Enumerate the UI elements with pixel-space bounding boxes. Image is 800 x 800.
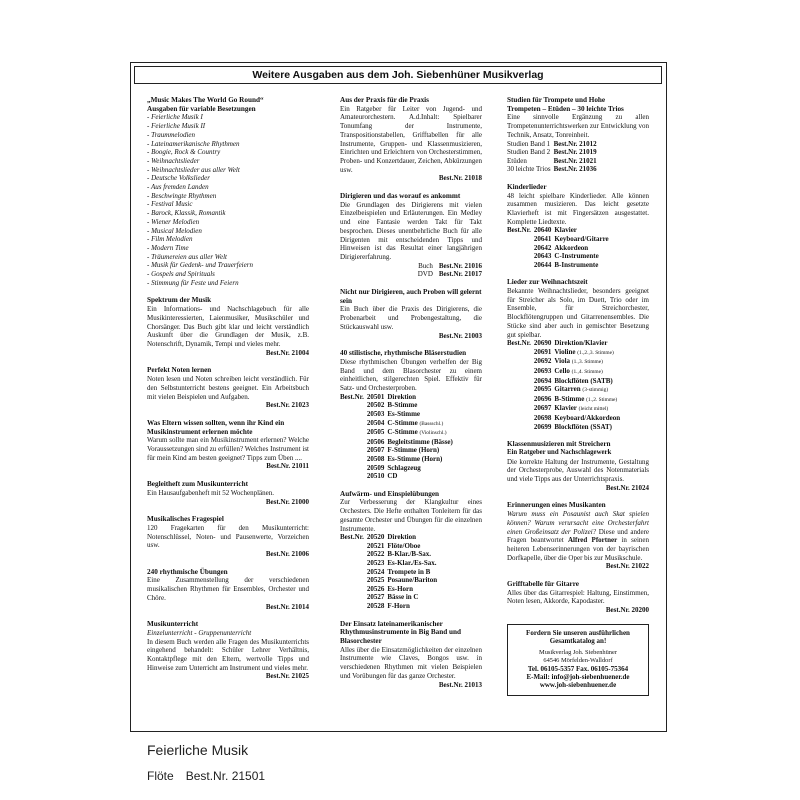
- part-number: 20523: [366, 559, 385, 568]
- table-head: Best.Nr.: [507, 339, 531, 348]
- table-head: Best.Nr.: [507, 226, 531, 235]
- section-text: Ein Informations- und Nachschlagebuch für alle Musikinteressierten, Laienmusiker, Musikschüler und Chorsänger. Das Buch gibt klar und leicht verständlich Auskunft über die Grundlagen der Musik, z.B. Notenschrift, Dynamik, Tempi und vieles mehr.: [147, 305, 309, 348]
- order-number: Best.Nr. 21019: [553, 148, 597, 157]
- section-title: Lieder zur Weihnachtszeit: [507, 278, 588, 287]
- section-title: Perfekt Noten lernen: [147, 366, 212, 375]
- part-name: Klavier: [554, 226, 577, 235]
- table-row: [340, 455, 456, 464]
- order-table: [507, 140, 600, 174]
- parts-table: [340, 533, 440, 610]
- table-row: [507, 148, 600, 157]
- section-subtitle: Einzelunterricht - Gruppenunterricht: [147, 628, 252, 637]
- section-title: Kinderlieder: [507, 182, 547, 191]
- section-klassenmusizieren: [507, 440, 649, 492]
- section-text: Die korrekte Haltung der Instrumente, Gestaltung der Orchesterprobe, Auswahl des Notenmaterials und viele Tipps aus der Unterrichtspraxis.: [507, 457, 649, 484]
- part-name: Gitarren: [554, 385, 581, 394]
- publisher-address: 64546 Mörfelden-Walldorf: [543, 656, 613, 664]
- part-name: Blockflöten (SATB): [554, 376, 613, 385]
- order-label: Studien Band 1: [507, 139, 551, 148]
- section-title: 240 rhythmische Übungen: [147, 567, 228, 576]
- list-item: - Feierliche Musik II: [147, 122, 206, 131]
- section-subtitle: Ein Ratgeber und Nachschlagewerk: [507, 448, 612, 456]
- table-row: [340, 559, 440, 568]
- section-title: Klassenmusizieren mit Streichern: [507, 440, 611, 449]
- part-number: 20503: [366, 409, 385, 418]
- order-number: Best.Nr. 21011: [266, 462, 309, 471]
- publisher-name: Musikverlag Joh. Siebenhüner: [539, 648, 617, 656]
- catalog-title: Gesamtkatalog an!: [549, 636, 607, 645]
- list-item: - Musik für Gedenk- und Trauerfeiern: [147, 261, 253, 270]
- section-text: Warum sollte man ein Musikinstrument erlernen? Welche Voraussetzungen sind zu erfüllen? Welches Instrument ist für mein Kind am besten geeignet? Tipps zum Üben ....: [147, 436, 309, 462]
- list-item: - Festival Music: [147, 200, 193, 209]
- part-note: (leicht mittel): [578, 406, 609, 413]
- section-musikunterricht: [147, 620, 309, 681]
- part-number: 20644: [533, 260, 552, 269]
- section-text: Diese rhythmischen Übungen verhelfen der Big Band und dem Blasorchester zu einem einheitlichen, stilgerechten Spiel. Effektiv für Satz- und Orchesterproben.: [340, 357, 482, 393]
- section-spektrum: [147, 296, 309, 357]
- series-list: [147, 113, 309, 287]
- table-row: [507, 414, 623, 423]
- order-number: Best.Nr. 21023: [265, 401, 309, 410]
- section-text: Alles über die Einsatzmöglichkeiten der einzelnen Instrumente wie Claves, Bongos usw. in verschiedenen Rhythmen mit vielen Beispielen und Vorübungen für das ganze Orchester.: [340, 645, 482, 680]
- order-number: Best.Nr. 20200: [605, 606, 649, 615]
- table-row: [340, 401, 456, 410]
- part-number: 20640: [533, 226, 552, 235]
- table-row: [507, 165, 600, 174]
- part-name: Direktion: [387, 392, 417, 401]
- part-name: Es-Horn: [387, 584, 414, 593]
- catalog-title: Fordern Sie unseren ausführlichen: [526, 628, 630, 637]
- product-order-number: Best.Nr. 21501: [185, 769, 266, 783]
- table-row: [340, 410, 456, 419]
- section-title: Studien für Trompete und Hohe: [507, 96, 606, 104]
- list-item: - Weihnachtslieder: [147, 156, 200, 165]
- section-title: Musikunterricht: [147, 620, 199, 629]
- table-row: [340, 533, 440, 542]
- table-row: [507, 244, 612, 253]
- section-title: Erinnerungen eines Musikanten: [507, 501, 606, 510]
- catalog-request-box: [507, 624, 649, 696]
- part-note: (1.,4. Stimme): [571, 369, 603, 376]
- part-name: Es-Stimme: [387, 409, 421, 418]
- part-note: (1.,2.,3. Stimme): [577, 349, 614, 356]
- part-number: 20696: [533, 394, 552, 403]
- table-row: [507, 357, 623, 367]
- table-row: [507, 377, 623, 386]
- section-italic-text: Warum muss ein Posaunist auch Skat spielen können? Warum verursacht eine Orchesterfahrt einen Großeinsatz der Polizei?: [507, 510, 649, 536]
- part-name: Blockflöten (SSAT): [554, 422, 612, 431]
- part-note: (Bassschl.): [419, 420, 444, 427]
- part-number: 20693: [533, 367, 552, 376]
- part-number: 20699: [533, 422, 552, 431]
- part-number: 20692: [533, 357, 552, 366]
- author-name: Alfred Pfortner: [567, 536, 618, 545]
- table-row: [340, 576, 440, 585]
- list-item: - Boogie, Rock & Country: [147, 148, 221, 157]
- part-name: F-Horn: [387, 602, 410, 610]
- order-row: [340, 262, 482, 271]
- section-aufwaerm: [340, 490, 482, 611]
- part-name: Bässe in C: [387, 593, 419, 602]
- section-text: Ein Ratgeber für Leiter von Jugend- und Amateurorchestern. A.d.Inhalt: Spielbarer Tonumfang der Instrumente, Transpositionstabellen, Grifftabellen für alle Instrumente, Gruppen- und Klassenmusizieren, Einrichten und Erleichtern von Orchesterstimmen, Proben- und Konzertdauer, Zeichen, Abkürzungen usw.: [340, 104, 482, 174]
- list-item: - Feierliche Musik I: [147, 113, 203, 122]
- part-name: Es-Stimme (Horn): [387, 454, 443, 463]
- list-item: - Beschwingte Rhythmen: [147, 191, 217, 200]
- part-number: 20507: [366, 446, 385, 455]
- order-number: Best.Nr. 21022: [605, 562, 649, 571]
- section-title: Dirigieren und das worauf es ankommt: [340, 192, 461, 201]
- section-rhythmische-uebungen: [147, 568, 309, 612]
- product-instrument: Flöte: [147, 769, 174, 783]
- part-number: 20506: [366, 437, 385, 446]
- part-number: 20525: [366, 576, 385, 585]
- part-name: Direktion/Klavier: [554, 339, 608, 348]
- section-text: 48 leicht spielbare Kinderlieder. Alle können zusammen musizieren. Das leicht gesetzte Klavierheft ist mit Fingersätzen ausgestattet. Komplette Liedtexte.: [507, 191, 649, 226]
- table-row: [340, 393, 456, 402]
- part-name: F-Stimme (Horn): [387, 446, 440, 455]
- list-item: - Barock, Klassik, Romantik: [147, 209, 226, 218]
- table-row: [507, 157, 600, 166]
- banner-heading: Weitere Ausgaben aus dem Joh. Siebenhüner Musikverlag: [134, 66, 662, 84]
- section-subtitle: Ausgaben für variable Besetzungen: [147, 104, 256, 113]
- section-title: Was Eltern wissen sollten, wenn ihr Kind ein Musikinstrument erlernen möchte: [147, 418, 285, 436]
- part-number: 20508: [366, 454, 385, 463]
- order-number: Best.Nr. 21003: [438, 331, 482, 340]
- part-name: Violine: [554, 347, 576, 356]
- part-number: 20527: [366, 593, 385, 602]
- part-name: B-Klar./B-Sax.: [387, 550, 432, 559]
- section-text: Ein Buch über die Praxis des Dirigierens, die Probenarbeit und Probengestaltung, die Stückauswahl usw.: [340, 305, 482, 331]
- part-name: Es-Klar./Es-Sax.: [387, 559, 437, 568]
- table-row: [340, 568, 440, 577]
- table-row: [340, 602, 440, 611]
- list-item: - Stimmung für Feste und Feiern: [147, 278, 239, 287]
- table-row: [340, 419, 456, 429]
- section-erinnerungen: [507, 501, 649, 571]
- section-weihnachtszeit: [507, 278, 649, 431]
- order-number: Best.Nr. 21025: [265, 672, 309, 681]
- table-row: [507, 395, 623, 405]
- section-text: Alles über das Gitarrespiel: Haltung, Einstimmen, Noten lesen, Akkorde, Kapodaster.: [507, 588, 649, 606]
- section-text: Noten lesen und Noten schreiben leicht verständlich. Für den Selbstunterricht bestens geeignet. Ein Arbeitsbuch mit vielen Beispielen und Aufgaben.: [147, 375, 309, 401]
- section-title: „Music Makes The World Go Round“: [147, 96, 264, 104]
- section-begleitheft: [147, 480, 309, 506]
- section-text: 120 Fragekarten für den Musikunterricht: Notenschlüssel, Noten- und Pausenwerte, Vorzeichen usw.: [147, 523, 309, 550]
- part-note: (1.,3. Stimme): [571, 359, 603, 366]
- section-text: Eine sinnvolle Ergänzung zu allen Trompetenunterrichtswerken zur Entwicklung von Technik, Ansatz, Tonreinheit.: [507, 113, 649, 139]
- part-number: 20643: [533, 252, 552, 261]
- part-number: 20509: [366, 463, 385, 472]
- part-name: B-Stimme: [387, 401, 418, 410]
- part-number: 20697: [533, 404, 552, 413]
- list-item: - Deutsche Volkslieder: [147, 174, 210, 183]
- order-label: Etüden: [507, 156, 527, 165]
- table-row: [507, 235, 612, 244]
- order-number: Best.Nr. 21016: [438, 261, 482, 270]
- section-title: Musikalisches Fragespiel: [147, 515, 224, 524]
- list-item: - Musical Melodien: [147, 226, 202, 235]
- part-number: 20528: [366, 602, 385, 610]
- section-perfekt-noten: [147, 366, 309, 410]
- table-row: [340, 542, 440, 551]
- order-label: 30 leichte Trios: [507, 165, 551, 174]
- order-number: Best.Nr. 21036: [553, 165, 597, 174]
- part-number: 20505: [366, 428, 385, 437]
- section-text: Bekannte Weihnachtslieder, besonders geeignet für Streicher als Solo, im Duett, Trio oder im Ensemble, für Streichorchester, Blockflötengruppen und Gitarrenensembles. Die Stücke sind aber auch in gemischter Besetzung gut spielbar.: [507, 287, 649, 339]
- part-name: Viola: [554, 357, 571, 366]
- table-row: [507, 348, 623, 358]
- section-trompeten-studien: [507, 96, 649, 174]
- section-title: Aus der Praxis für die Praxis: [340, 96, 429, 104]
- section-title: 40 stilistische, rhythmische Bläserstudien: [340, 349, 467, 358]
- part-number: 20526: [366, 584, 385, 593]
- table-row: [340, 428, 456, 438]
- part-name: Akkordeon: [554, 243, 589, 252]
- part-name: Flöte/Oboe: [387, 541, 421, 550]
- list-item: - Lateinamerikanische Rhythmen: [147, 139, 240, 148]
- table-row: [507, 140, 600, 149]
- table-row: [507, 367, 623, 377]
- parts-table: [507, 339, 623, 431]
- section-eltern: [147, 419, 309, 471]
- table-row: [507, 404, 623, 414]
- part-name: Direktion: [387, 533, 417, 542]
- table-row: [340, 585, 440, 594]
- list-item: - Gospels and Spirituals: [147, 270, 215, 279]
- order-number: Best.Nr. 21018: [438, 174, 482, 183]
- part-number: 20510: [366, 472, 385, 481]
- order-number: Best.Nr. 21000: [265, 497, 309, 506]
- table-row: [340, 472, 456, 481]
- section-text: In diesem Buch werden alle Fragen des Musikunterrichts eingehend behandelt: Schüler Lehrer Verhältnis, Kontaktpflege mit den Eltern, wertvolle Tipps und Hinweise zum Unterricht am Instrument und vieles mehr.: [147, 637, 309, 672]
- section-grifftabelle: [507, 580, 649, 615]
- section-text: Ein Hausaufgabenheft mit 52 Wochenplänen.: [147, 488, 275, 497]
- column-3: [507, 96, 649, 696]
- table-head: Best.Nr.: [340, 533, 364, 542]
- part-number: 20522: [366, 550, 385, 559]
- part-number: 20695: [533, 385, 552, 394]
- part-name: Begleitstimme (Bässe): [387, 437, 453, 446]
- section-text-part: Diese und andere Fragen beantwortet: [507, 527, 650, 545]
- parts-table: [507, 226, 612, 269]
- column-1: [147, 96, 309, 690]
- order-number: Best.Nr. 21013: [438, 680, 482, 689]
- part-number: 20694: [533, 376, 552, 385]
- order-number: Best.Nr. 21014: [265, 602, 309, 611]
- section-text-part: in seinen heiteren Lebenserinnerungen von der bayrischen Dorfkapelle, über die Oper bis zur Musikschule.: [507, 536, 650, 562]
- part-name: C-Stimme: [387, 428, 418, 437]
- product-line: [147, 769, 265, 783]
- part-name: C-Stimme: [387, 418, 418, 427]
- order-number: Best.Nr. 21012: [553, 139, 597, 148]
- part-name: C-Instrumente: [554, 252, 599, 261]
- part-number: 20521: [366, 541, 385, 550]
- table-row: [340, 438, 456, 447]
- order-label: Studien Band 2: [507, 148, 551, 157]
- section-nicht-nur-dirigieren: [340, 288, 482, 340]
- section-dirigieren: [340, 192, 482, 279]
- section-music-makes-the-world: [147, 96, 309, 287]
- publisher-email: E-Mail: info@joh-siebenhuener.de: [526, 672, 630, 681]
- list-item: - Wiener Melodien: [147, 217, 200, 226]
- part-number: 20501: [366, 392, 385, 401]
- table-row: [507, 339, 623, 348]
- order-label: Buch: [418, 261, 433, 270]
- part-name: Cello: [554, 367, 570, 376]
- part-number: 20641: [533, 235, 552, 243]
- publisher-phone: Tel. 06105-5357 Fax. 06105-75364: [527, 664, 629, 673]
- order-number: Best.Nr. 21024: [605, 483, 649, 492]
- part-name: Klavier: [554, 404, 577, 413]
- table-row: [340, 593, 440, 602]
- part-note: (3-stimmig): [582, 387, 609, 394]
- section-title: Spektrum der Musik: [147, 296, 212, 305]
- part-name: CD: [387, 472, 398, 481]
- section-title: Grifftabelle für Gitarre: [507, 580, 579, 589]
- table-row: [507, 385, 623, 395]
- part-name: B-Instrumente: [554, 260, 599, 269]
- part-number: 20698: [533, 414, 552, 423]
- section-title: Begleitheft zum Musikunterricht: [147, 480, 249, 489]
- list-item: - Modern Time: [147, 243, 189, 252]
- part-note: (1.,2. Stimme): [586, 396, 618, 403]
- order-number: Best.Nr. 21004: [265, 348, 309, 357]
- section-kinderlieder: [507, 183, 649, 269]
- part-number: 20524: [366, 567, 385, 576]
- section-title: Aufwärm- und Einspielübungen: [340, 489, 440, 498]
- part-name: Posaune/Bariton: [387, 576, 438, 585]
- publisher-website: www.joh-siebenhuener.de: [539, 680, 617, 689]
- part-name: Keyboard/Akkordeon: [554, 414, 621, 423]
- table-row: [507, 423, 623, 432]
- parts-table: [340, 393, 456, 481]
- table-row: [340, 446, 456, 455]
- section-blaeserstudien: [340, 349, 482, 480]
- order-row: [340, 270, 482, 279]
- list-item: - Weihnachtslieder aus aller Welt: [147, 165, 240, 174]
- column-2: [340, 96, 482, 698]
- order-number: Best.Nr. 21006: [265, 550, 309, 559]
- order-number: Best.Nr. 21017: [438, 270, 482, 279]
- section-subtitle: Trompeten – Etüden – 30 leichte Trios: [507, 104, 624, 113]
- part-number: 20504: [366, 418, 385, 427]
- list-item: - Träumereien aus aller Welt: [147, 252, 227, 261]
- table-row: [507, 261, 612, 270]
- section-text: Die Grundlagen des Dirigierens mit vielen Einzelbeispielen und Erläuterungen. Ein Medley und eine Fantasie werden Takt für Takt besprochen. Dieses unentbehrliche Buch für alle Dirigenten mit entscheidenden Tipps und Hinweisen ist das Resultat einer langjährigen Dirigiererfahrung.: [340, 200, 482, 261]
- section-text: Zur Verbesserung der Klangkultur eines Orchesters. Die Hefte enthalten Tonleitern für das gesamte Orchester und Übungen für die einzelnen Instrumente.: [340, 498, 482, 533]
- order-label: DVD: [417, 270, 433, 279]
- table-row: [340, 464, 456, 473]
- part-name: Trompete in B: [387, 567, 431, 576]
- section-title: Der Einsatz lateinamerikanischer Rhythmusinstrumente in Big Band und Blasorchester: [340, 619, 462, 645]
- part-note: (Violinschl.): [419, 430, 447, 437]
- table-row: [507, 226, 612, 235]
- section-fragespiel: [147, 515, 309, 559]
- part-name: B-Stimme: [554, 394, 585, 403]
- part-name: Schlagzeug: [387, 463, 421, 472]
- part-number: 20690: [533, 339, 552, 348]
- list-item: - Traummelodien: [147, 130, 196, 139]
- section-text: [507, 510, 649, 562]
- list-item: - Film Melodien: [147, 235, 193, 244]
- part-number: 20691: [533, 347, 552, 356]
- list-item: - Aus fremden Landen: [147, 183, 209, 192]
- order-number: Best.Nr. 21021: [553, 156, 597, 165]
- section-praxis: [340, 96, 482, 183]
- section-latein-rhythmus: [340, 620, 482, 690]
- part-number: 20502: [366, 401, 385, 410]
- table-head: Best.Nr.: [340, 392, 364, 401]
- section-title: Nicht nur Dirigieren, auch Proben will gelernt sein: [340, 288, 482, 305]
- table-row: [340, 550, 440, 559]
- product-title: Feierliche Musik: [147, 742, 249, 758]
- table-row: [507, 252, 612, 261]
- part-name: Keyboard/Gitarre: [554, 235, 609, 243]
- section-text: Eine Zusammenstellung der verschiedenen musikalischen Rhythmen für Ensembles, Orchester und Chöre.: [147, 576, 309, 602]
- part-number: 20520: [366, 533, 385, 542]
- part-number: 20642: [533, 243, 552, 252]
